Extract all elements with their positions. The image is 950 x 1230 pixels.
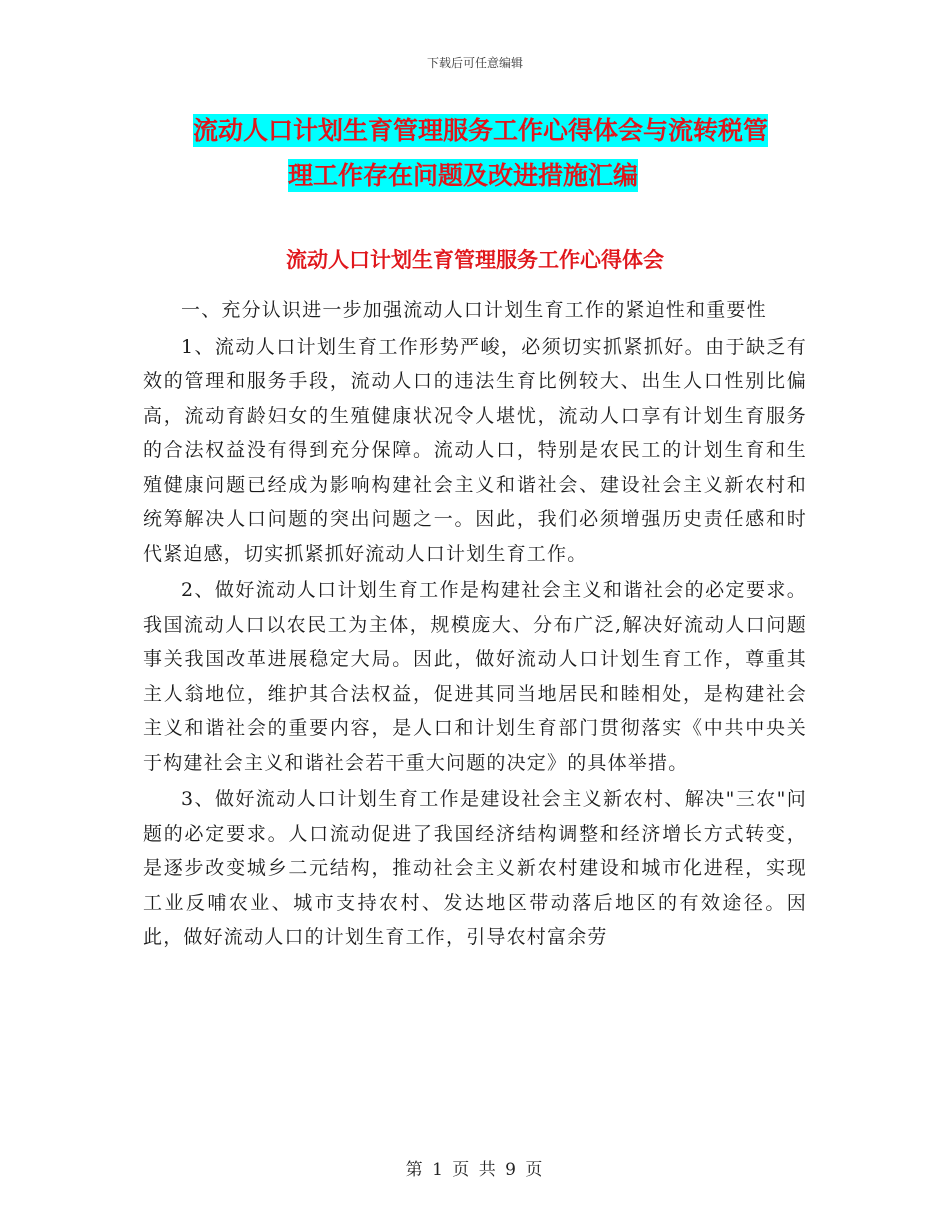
paragraph-2: 2、做好流动人口计划生育工作是构建社会主义和谐社会的必定要求。我国流动人口以农民工为主体，规模庞大、分布广泛,解决好流动人口问题事关我国改革进展稳定大局。因此，做好流动人口计划生育工作，尊重其主人翁地位，维护其合法权益，促进其同当地居民和睦相处，是构建社会主义和谐社会的重要内容，是人口和计划生育部门贯彻落实《中共中央关于构建社会主义和谐社会若干重大问题的决定》的具体举措。 xyxy=(143,579,807,774)
title-line-1-text: 流动人口计划生育管理服务工作心得体会与流转税管 xyxy=(193,116,769,145)
paragraph-3: 3、做好流动人口计划生育工作是建设社会主义新农村、解决"三农"问题的必定要求。人口流动促进了我国经济结构调整和经济增长方式转变，是逐步改变城乡二元结构，推动社会主义新农村建设和城市化进程，实现工业反哺农业、城市支持农村、发达地区带动落后地区的有效途径。因此，做好流动人口的计划生育工作，引导农村富余劳 xyxy=(143,788,807,948)
page-footer: 第 1 页 共 9 页 xyxy=(405,1160,545,1180)
body-text xyxy=(143,293,807,955)
title-line-2-text: 理工作存在问题及改进措施汇编 xyxy=(288,161,639,190)
section-title: 流动人口计划生育管理服务工作心得体会 xyxy=(286,247,664,272)
title-line-1 xyxy=(140,108,810,153)
header-note: 下载后可任意编辑 xyxy=(426,56,523,70)
document-title xyxy=(140,108,810,198)
paragraph-heading-1: 一、充分认识进一步加强流动人口计划生育工作的紧迫性和重要性 xyxy=(181,299,767,321)
title-line-2 xyxy=(140,153,810,198)
paragraph-1: 1、流动人口计划生育工作形势严峻，必须切实抓紧抓好。由于缺乏有效的管理和服务手段，流动人口的违法生育比例较大、出生人口性别比偏高，流动育龄妇女的生殖健康状况令人堪忧，流动人口享有计划生育服务的合法权益没有得到充分保障。流动人口，特别是农民工的计划生育和生殖健康问题已经成为影响构建社会主义和谐社会、建设社会主义新农村和统筹解决人口问题的突出问题之一。因此，我们必须增强历史责任感和时代紧迫感，切实抓紧抓好流动人口计划生育工作。 xyxy=(143,335,807,565)
